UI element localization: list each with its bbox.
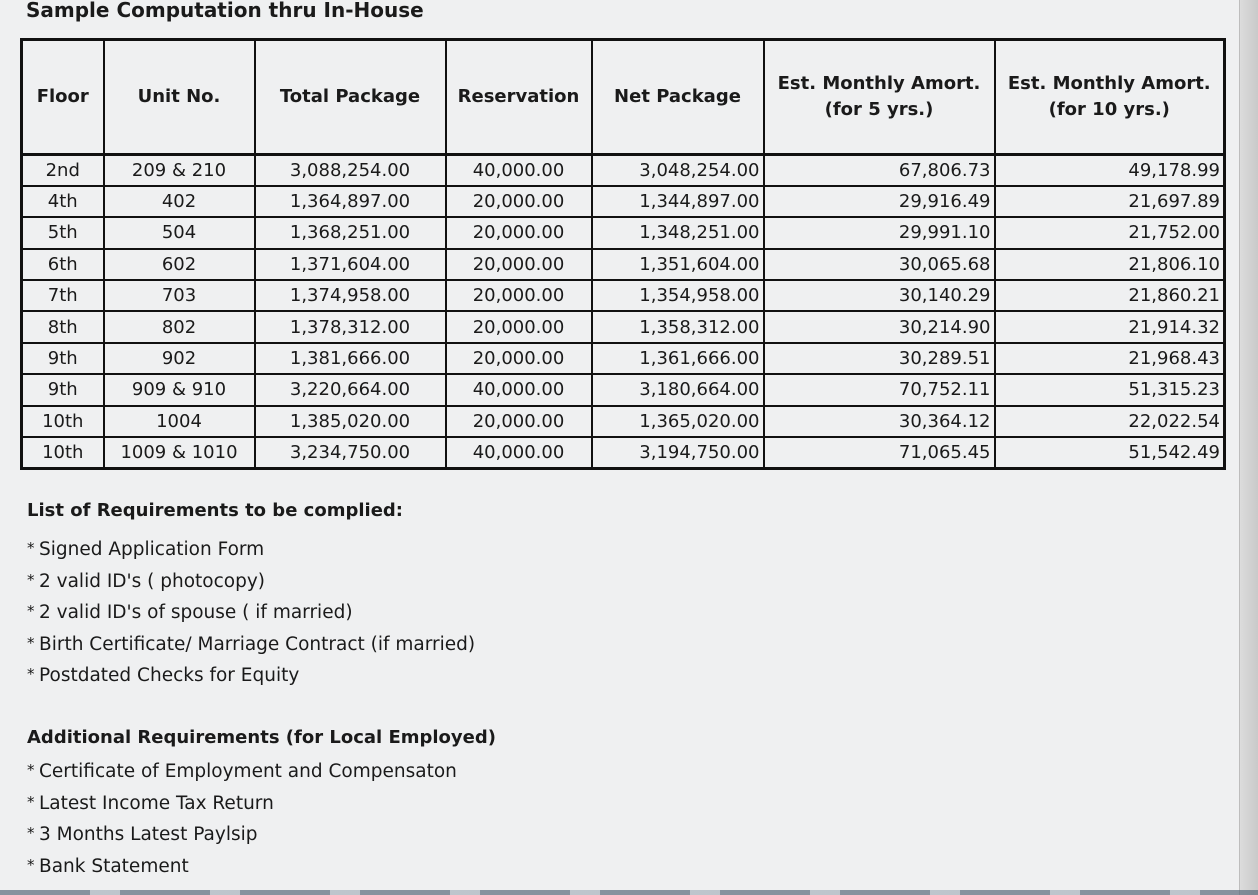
cell-unit-no: 1004: [104, 406, 255, 437]
cell-unit-no: 402: [104, 186, 255, 217]
cell-reservation: 20,000.00: [446, 217, 592, 248]
cell-amort-5yrs: 67,806.73: [764, 155, 995, 186]
cell-net-package: 1,351,604.00: [592, 249, 764, 280]
bullet-asterisk: *: [27, 665, 35, 684]
cell-amort-5yrs: 30,289.51: [764, 343, 995, 374]
header-total-package: Total Package: [255, 40, 446, 155]
cell-floor: 7th: [22, 280, 104, 311]
bullet-asterisk: *: [27, 761, 35, 779]
cell-floor: 2nd: [22, 155, 104, 186]
cell-reservation: 20,000.00: [446, 249, 592, 280]
cell-net-package: 3,048,254.00: [592, 155, 764, 186]
cell-total-package: 1,385,020.00: [255, 406, 446, 437]
cell-net-package: 1,348,251.00: [592, 217, 764, 248]
table-row: [22, 437, 1225, 468]
cell-floor: 10th: [22, 406, 104, 437]
cell-total-package: 3,220,664.00: [255, 374, 446, 405]
list-item: [27, 787, 457, 819]
list-item: [27, 628, 475, 660]
list-item-text: Certificate of Employment and Compensaton: [39, 761, 457, 782]
cell-amort-10yrs: 21,806.10: [995, 249, 1225, 280]
cell-amort-5yrs: 30,065.68: [764, 249, 995, 280]
bullet-asterisk: *: [27, 633, 35, 652]
list-item: [27, 818, 457, 850]
table-row: [22, 374, 1225, 405]
table-row: [22, 280, 1225, 311]
list-item-text: Birth Certificate/ Marriage Contract (if married): [39, 633, 476, 655]
cell-net-package: 1,358,312.00: [592, 311, 764, 342]
cell-reservation: 40,000.00: [446, 437, 592, 468]
cell-unit-no: 1009 & 1010: [104, 437, 255, 468]
cell-unit-no: 602: [104, 249, 255, 280]
bullet-asterisk: *: [27, 539, 35, 557]
header-net-package: Net Package: [592, 40, 764, 155]
cell-floor: 8th: [22, 311, 104, 342]
cell-total-package: 1,381,666.00: [255, 343, 446, 374]
cell-amort-10yrs: 22,022.54: [995, 406, 1225, 437]
list-item: [27, 596, 475, 628]
cell-reservation: 20,000.00: [446, 280, 592, 311]
cell-total-package: 1,368,251.00: [255, 217, 446, 248]
cell-reservation: 40,000.00: [446, 374, 592, 405]
cell-unit-no: 504: [104, 217, 255, 248]
cell-total-package: 1,371,604.00: [255, 249, 446, 280]
additional-requirements-heading: Additional Requirements (for Local Employed): [27, 727, 496, 748]
table-row: [22, 249, 1225, 280]
bullet-asterisk: *: [27, 602, 35, 621]
cell-net-package: 1,354,958.00: [592, 280, 764, 311]
cell-net-package: 1,365,020.00: [592, 406, 764, 437]
header-amort-10yrs: Est. Monthly Amort. (for 10 yrs.): [995, 40, 1225, 155]
cell-reservation: 40,000.00: [446, 155, 592, 186]
window-right-edge: [1239, 0, 1258, 895]
table-row: [22, 217, 1225, 248]
cell-floor: 4th: [22, 186, 104, 217]
window-bottom-edge: [0, 890, 1258, 895]
cell-amort-10yrs: 21,752.00: [995, 217, 1225, 248]
list-item-text: 2 valid ID's of spouse ( if married): [39, 602, 353, 624]
table-body: [22, 155, 1225, 469]
cell-unit-no: 802: [104, 311, 255, 342]
bullet-asterisk: *: [27, 570, 35, 589]
list-item-text: Bank Statement: [39, 855, 189, 877]
table-row: [22, 311, 1225, 342]
cell-unit-no: 909 & 910: [104, 374, 255, 405]
list-item-text: Signed Application Form: [39, 539, 265, 560]
requirements-heading: List of Requirements to be complied:: [27, 500, 403, 521]
cell-amort-5yrs: 30,140.29: [764, 280, 995, 311]
cell-unit-no: 209 & 210: [104, 155, 255, 186]
header-unit-no: Unit No.: [104, 40, 255, 155]
cell-unit-no: 703: [104, 280, 255, 311]
header-floor: Floor: [22, 40, 104, 155]
cell-total-package: 1,364,897.00: [255, 186, 446, 217]
list-item-text: 3 Months Latest Paylsip: [39, 824, 258, 846]
cell-amort-10yrs: 21,914.32: [995, 311, 1225, 342]
list-item: [27, 659, 475, 691]
cell-amort-10yrs: 51,315.23: [995, 374, 1225, 405]
cell-total-package: 1,374,958.00: [255, 280, 446, 311]
cell-net-package: 1,361,666.00: [592, 343, 764, 374]
header-amort-5yrs: Est. Monthly Amort. (for 5 yrs.): [764, 40, 995, 155]
cell-total-package: 3,088,254.00: [255, 155, 446, 186]
list-item: [27, 565, 475, 597]
header-reservation: Reservation: [446, 40, 592, 155]
list-item: [27, 755, 457, 787]
cell-reservation: 20,000.00: [446, 186, 592, 217]
cell-amort-5yrs: 29,916.49: [764, 186, 995, 217]
cell-amort-10yrs: 21,860.21: [995, 280, 1225, 311]
cell-total-package: 3,234,750.00: [255, 437, 446, 468]
cell-amort-5yrs: 30,364.12: [764, 406, 995, 437]
bullet-asterisk: *: [27, 792, 35, 811]
bullet-asterisk: *: [27, 824, 35, 843]
cell-unit-no: 902: [104, 343, 255, 374]
page-title: Sample Computation thru In-House: [26, 0, 424, 22]
cell-amort-5yrs: 30,214.90: [764, 311, 995, 342]
cell-amort-10yrs: 51,542.49: [995, 437, 1225, 468]
list-item-text: 2 valid ID's ( photocopy): [39, 570, 266, 592]
list-item: [27, 533, 475, 565]
cell-floor: 9th: [22, 374, 104, 405]
table-row: [22, 186, 1225, 217]
list-item-text: Postdated Checks for Equity: [39, 665, 300, 687]
table-row: [22, 155, 1225, 186]
list-item: [27, 850, 457, 882]
additional-requirements-list: [27, 755, 457, 881]
cell-floor: 5th: [22, 217, 104, 248]
table-header-row: [22, 40, 1225, 155]
list-item-text: Latest Income Tax Return: [39, 792, 274, 814]
cell-floor: 9th: [22, 343, 104, 374]
cell-amort-10yrs: 21,697.89: [995, 186, 1225, 217]
computation-table: [20, 38, 1226, 470]
cell-net-package: 3,194,750.00: [592, 437, 764, 468]
cell-amort-10yrs: 21,968.43: [995, 343, 1225, 374]
cell-total-package: 1,378,312.00: [255, 311, 446, 342]
table-row: [22, 406, 1225, 437]
cell-reservation: 20,000.00: [446, 406, 592, 437]
requirements-list: [27, 533, 475, 691]
cell-amort-10yrs: 49,178.99: [995, 155, 1225, 186]
cell-reservation: 20,000.00: [446, 311, 592, 342]
cell-reservation: 20,000.00: [446, 343, 592, 374]
cell-net-package: 3,180,664.00: [592, 374, 764, 405]
cell-amort-5yrs: 70,752.11: [764, 374, 995, 405]
bullet-asterisk: *: [27, 855, 35, 874]
table-row: [22, 343, 1225, 374]
cell-amort-5yrs: 71,065.45: [764, 437, 995, 468]
cell-floor: 6th: [22, 249, 104, 280]
cell-amort-5yrs: 29,991.10: [764, 217, 995, 248]
cell-floor: 10th: [22, 437, 104, 468]
cell-net-package: 1,344,897.00: [592, 186, 764, 217]
